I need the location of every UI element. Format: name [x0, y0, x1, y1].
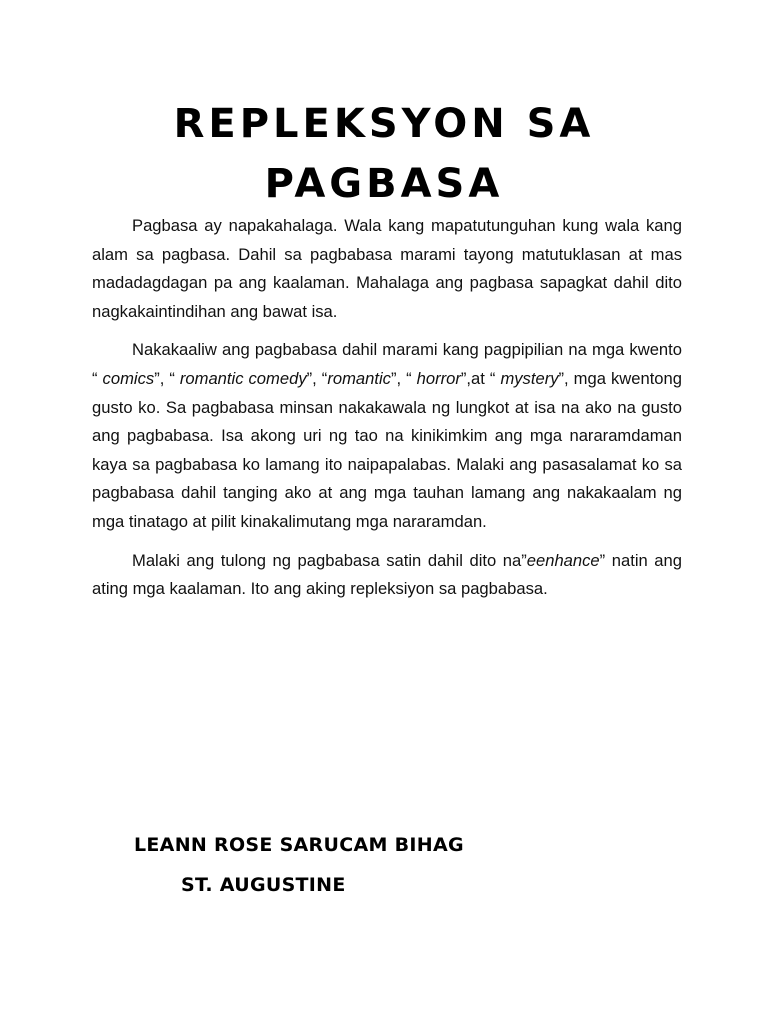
genre-mystery: mystery: [500, 368, 559, 388]
paragraph-2-text-c: ”, “: [306, 368, 328, 388]
body-text: [92, 212, 682, 614]
paragraph-2-text-a: Nakakaaliw ang pagbabasa dahil marami kang pagpipilian na mga kwento “: [92, 340, 682, 388]
author-school: ST. AUGUSTINE: [181, 874, 346, 896]
paragraph-2-text-d: ”, “: [390, 368, 417, 388]
paragraph-2-text-f: ”, mga kwentong gusto ko. Sa pagbabasa minsan nakakawala ng lungkot at isa na ako na gusto ang pagbabasa. Isa akong uri ng tao na kinikimkim ang mga nararamdaman kaya sa pagbabasa ko lamang ito naipapalabas. Malaki ang pasasalamat ko sa pagbabasa dahil tanging ako at ang mga tauhan lamang ang nakakaalam ng mga tinatago at pilit kinakalimutang mga nararamdan.: [92, 368, 682, 531]
paragraph-2-text-e: ”,at “: [460, 368, 501, 388]
paragraph-3-text-b: ” natin ang ating mga kaalaman. Ito ang aking repleksiyon sa pagbabasa.: [92, 550, 682, 599]
genre-romantic-comedy: romantic comedy: [179, 368, 307, 388]
genre-horror: horror: [416, 368, 461, 388]
paragraph-1: Pagbasa ay napakahalaga. Wala kang mapatutunguhan kung wala kang alam sa pagbasa. Dahil sa pagbabasa marami tayong matutuklasan at mas madadagdagan pa ang kaalaman. Mahalaga ang pagbasa sapagkat dahil dito nagkakaintindihan ang bawat isa.: [92, 216, 682, 321]
paragraph-3-text-a: Malaki ang tulong ng pagbabasa satin dahil dito na”: [132, 550, 527, 570]
title-line-1: REPLEKSYON SA: [173, 101, 595, 147]
paragraph-2-text-b: ”, “: [154, 368, 180, 388]
paragraph-2: [92, 336, 682, 536]
title-line-2: PAGBASA: [264, 161, 504, 207]
word-eenhance: eenhance: [526, 550, 600, 570]
genre-romantic: romantic: [327, 368, 391, 388]
genre-comics: comics: [102, 368, 155, 388]
author-name: LEANN ROSE SARUCAM BIHAG: [134, 834, 464, 856]
paragraph-3: [92, 547, 682, 604]
